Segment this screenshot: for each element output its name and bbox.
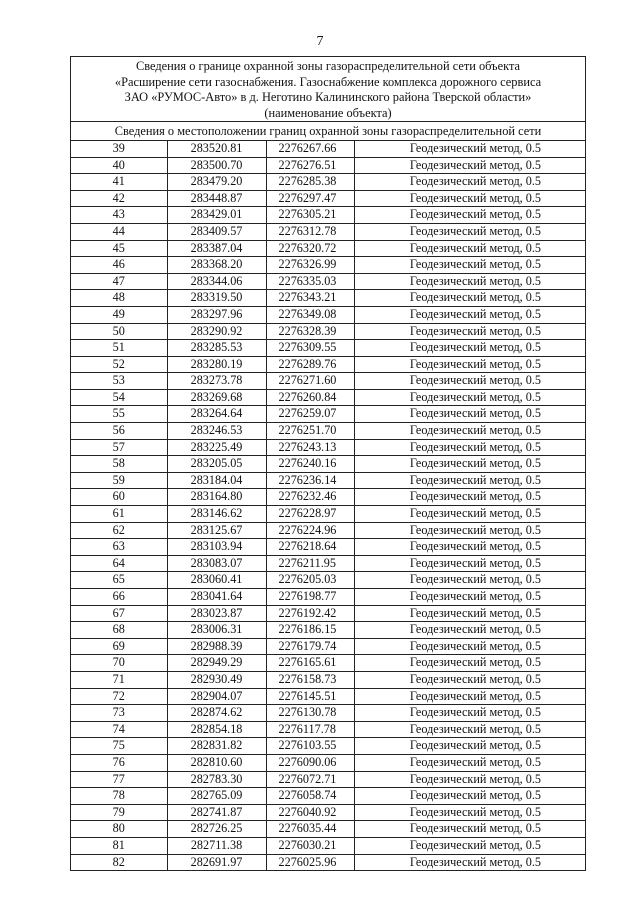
y-coordinate-cell: 2276035.44 bbox=[266, 821, 354, 838]
table-row bbox=[71, 837, 585, 854]
x-coordinate-cell: 283500.70 bbox=[167, 157, 266, 174]
method-accuracy-cell: Геодезический метод, 0.5 bbox=[354, 572, 585, 589]
y-coordinate-cell: 2276236.14 bbox=[266, 472, 354, 489]
x-coordinate-cell: 283103.94 bbox=[167, 539, 266, 556]
method-accuracy-cell: Геодезический метод, 0.5 bbox=[354, 506, 585, 523]
table-row bbox=[71, 174, 585, 191]
table-row bbox=[71, 605, 585, 622]
table-row bbox=[71, 340, 585, 357]
method-accuracy-cell: Геодезический метод, 0.5 bbox=[354, 406, 585, 423]
y-coordinate-cell: 2276224.96 bbox=[266, 522, 354, 539]
y-coordinate-cell: 2276158.73 bbox=[266, 671, 354, 688]
header-line-3: ЗАО «РУМОС-Авто» в д. Неготино Калининского района Тверской области» bbox=[124, 90, 532, 105]
method-accuracy-cell: Геодезический метод, 0.5 bbox=[354, 788, 585, 805]
table-row bbox=[71, 804, 585, 821]
method-accuracy-cell: Геодезический метод, 0.5 bbox=[354, 638, 585, 655]
point-number-cell: 57 bbox=[71, 439, 167, 456]
x-coordinate-cell: 283429.01 bbox=[167, 207, 266, 224]
table-row bbox=[71, 688, 585, 705]
y-coordinate-cell: 2276240.16 bbox=[266, 456, 354, 473]
y-coordinate-cell: 2276309.55 bbox=[266, 340, 354, 357]
method-accuracy-cell: Геодезический метод, 0.5 bbox=[354, 356, 585, 373]
method-accuracy-cell: Геодезический метод, 0.5 bbox=[354, 754, 585, 771]
y-coordinate-cell: 2276271.60 bbox=[266, 373, 354, 390]
method-accuracy-cell: Геодезический метод, 0.5 bbox=[354, 174, 585, 191]
y-coordinate-cell: 2276205.03 bbox=[266, 572, 354, 589]
point-number-cell: 54 bbox=[71, 389, 167, 406]
point-number-cell: 66 bbox=[71, 589, 167, 606]
table-row bbox=[71, 207, 585, 224]
table-row bbox=[71, 140, 585, 157]
x-coordinate-cell: 283246.53 bbox=[167, 423, 266, 440]
x-coordinate-cell: 282949.29 bbox=[167, 655, 266, 672]
x-coordinate-cell: 283184.04 bbox=[167, 472, 266, 489]
method-accuracy-cell: Геодезический метод, 0.5 bbox=[354, 290, 585, 307]
table-row bbox=[71, 589, 585, 606]
point-number-cell: 45 bbox=[71, 240, 167, 257]
method-accuracy-cell: Геодезический метод, 0.5 bbox=[354, 771, 585, 788]
table-row bbox=[71, 622, 585, 639]
point-number-cell: 69 bbox=[71, 638, 167, 655]
table-row bbox=[71, 655, 585, 672]
x-coordinate-cell: 282783.30 bbox=[167, 771, 266, 788]
method-accuracy-cell: Геодезический метод, 0.5 bbox=[354, 821, 585, 838]
table-row bbox=[71, 323, 585, 340]
y-coordinate-cell: 2276349.08 bbox=[266, 306, 354, 323]
point-number-cell: 43 bbox=[71, 207, 167, 224]
y-coordinate-cell: 2276312.78 bbox=[266, 223, 354, 240]
y-coordinate-cell: 2276326.99 bbox=[266, 257, 354, 274]
x-coordinate-cell: 283479.20 bbox=[167, 174, 266, 191]
x-coordinate-cell: 283264.64 bbox=[167, 406, 266, 423]
point-number-cell: 74 bbox=[71, 721, 167, 738]
point-number-cell: 64 bbox=[71, 555, 167, 572]
y-coordinate-cell: 2276243.13 bbox=[266, 439, 354, 456]
object-name-caption: (наименование объекта) bbox=[264, 105, 392, 120]
x-coordinate-cell: 282765.09 bbox=[167, 788, 266, 805]
point-number-cell: 58 bbox=[71, 456, 167, 473]
y-coordinate-cell: 2276117.78 bbox=[266, 721, 354, 738]
point-number-cell: 52 bbox=[71, 356, 167, 373]
x-coordinate-cell: 283319.50 bbox=[167, 290, 266, 307]
point-number-cell: 63 bbox=[71, 539, 167, 556]
method-accuracy-cell: Геодезический метод, 0.5 bbox=[354, 273, 585, 290]
method-accuracy-cell: Геодезический метод, 0.5 bbox=[354, 804, 585, 821]
x-coordinate-cell: 283205.05 bbox=[167, 456, 266, 473]
table-row bbox=[71, 423, 585, 440]
y-coordinate-cell: 2276198.77 bbox=[266, 589, 354, 606]
table-row bbox=[71, 273, 585, 290]
table-row bbox=[71, 472, 585, 489]
table-row bbox=[71, 157, 585, 174]
y-coordinate-cell: 2276335.03 bbox=[266, 273, 354, 290]
x-coordinate-cell: 283041.64 bbox=[167, 589, 266, 606]
boundary-table-sheet bbox=[70, 56, 586, 871]
method-accuracy-cell: Геодезический метод, 0.5 bbox=[354, 240, 585, 257]
point-number-cell: 62 bbox=[71, 522, 167, 539]
method-accuracy-cell: Геодезический метод, 0.5 bbox=[354, 340, 585, 357]
table-row bbox=[71, 705, 585, 722]
method-accuracy-cell: Геодезический метод, 0.5 bbox=[354, 555, 585, 572]
page-number: 7 bbox=[316, 34, 324, 49]
table-row bbox=[71, 240, 585, 257]
method-accuracy-cell: Геодезический метод, 0.5 bbox=[354, 157, 585, 174]
x-coordinate-cell: 283146.62 bbox=[167, 506, 266, 523]
table-row bbox=[71, 671, 585, 688]
method-accuracy-cell: Геодезический метод, 0.5 bbox=[354, 439, 585, 456]
table-row bbox=[71, 223, 585, 240]
y-coordinate-cell: 2276165.61 bbox=[266, 655, 354, 672]
y-coordinate-cell: 2276192.42 bbox=[266, 605, 354, 622]
x-coordinate-cell: 283520.81 bbox=[167, 140, 266, 157]
x-coordinate-cell: 283164.80 bbox=[167, 489, 266, 506]
x-coordinate-cell: 283448.87 bbox=[167, 190, 266, 207]
x-coordinate-cell: 282711.38 bbox=[167, 837, 266, 854]
method-accuracy-cell: Геодезический метод, 0.5 bbox=[354, 522, 585, 539]
table-row bbox=[71, 738, 585, 755]
method-accuracy-cell: Геодезический метод, 0.5 bbox=[354, 837, 585, 854]
x-coordinate-cell: 283280.19 bbox=[167, 356, 266, 373]
point-number-cell: 46 bbox=[71, 257, 167, 274]
y-coordinate-cell: 2276297.47 bbox=[266, 190, 354, 207]
table-row bbox=[71, 290, 585, 307]
x-coordinate-cell: 282726.25 bbox=[167, 821, 266, 838]
x-coordinate-cell: 282930.49 bbox=[167, 671, 266, 688]
point-number-cell: 78 bbox=[71, 788, 167, 805]
table-row bbox=[71, 389, 585, 406]
method-accuracy-cell: Геодезический метод, 0.5 bbox=[354, 539, 585, 556]
method-accuracy-cell: Геодезический метод, 0.5 bbox=[354, 190, 585, 207]
x-coordinate-cell: 282810.60 bbox=[167, 754, 266, 771]
method-accuracy-cell: Геодезический метод, 0.5 bbox=[354, 389, 585, 406]
x-coordinate-cell: 283023.87 bbox=[167, 605, 266, 622]
method-accuracy-cell: Геодезический метод, 0.5 bbox=[354, 306, 585, 323]
method-accuracy-cell: Геодезический метод, 0.5 bbox=[354, 140, 585, 157]
y-coordinate-cell: 2276130.78 bbox=[266, 705, 354, 722]
y-coordinate-cell: 2276305.21 bbox=[266, 207, 354, 224]
y-coordinate-cell: 2276040.92 bbox=[266, 804, 354, 821]
method-accuracy-cell: Геодезический метод, 0.5 bbox=[354, 323, 585, 340]
point-number-cell: 42 bbox=[71, 190, 167, 207]
x-coordinate-cell: 283297.96 bbox=[167, 306, 266, 323]
table-row bbox=[71, 190, 585, 207]
method-accuracy-cell: Геодезический метод, 0.5 bbox=[354, 655, 585, 672]
point-number-cell: 73 bbox=[71, 705, 167, 722]
point-number-cell: 71 bbox=[71, 671, 167, 688]
method-accuracy-cell: Геодезический метод, 0.5 bbox=[354, 207, 585, 224]
table-row bbox=[71, 356, 585, 373]
x-coordinate-cell: 283083.07 bbox=[167, 555, 266, 572]
y-coordinate-cell: 2276285.38 bbox=[266, 174, 354, 191]
x-coordinate-cell: 283273.78 bbox=[167, 373, 266, 390]
point-number-cell: 56 bbox=[71, 423, 167, 440]
y-coordinate-cell: 2276276.51 bbox=[266, 157, 354, 174]
point-number-cell: 65 bbox=[71, 572, 167, 589]
method-accuracy-cell: Геодезический метод, 0.5 bbox=[354, 854, 585, 870]
table-row bbox=[71, 257, 585, 274]
y-coordinate-cell: 2276267.66 bbox=[266, 140, 354, 157]
y-coordinate-cell: 2276025.96 bbox=[266, 854, 354, 870]
method-accuracy-cell: Геодезический метод, 0.5 bbox=[354, 705, 585, 722]
table-row bbox=[71, 638, 585, 655]
y-coordinate-cell: 2276179.74 bbox=[266, 638, 354, 655]
point-number-cell: 48 bbox=[71, 290, 167, 307]
method-accuracy-cell: Геодезический метод, 0.5 bbox=[354, 456, 585, 473]
method-accuracy-cell: Геодезический метод, 0.5 bbox=[354, 589, 585, 606]
point-number-cell: 39 bbox=[71, 140, 167, 157]
point-number-cell: 67 bbox=[71, 605, 167, 622]
header-line-1: Сведения о границе охранной зоны газораспределительной сети объекта bbox=[135, 59, 521, 73]
y-coordinate-cell: 2276343.21 bbox=[266, 290, 354, 307]
point-number-cell: 59 bbox=[71, 472, 167, 489]
x-coordinate-cell: 282988.39 bbox=[167, 638, 266, 655]
table-row bbox=[71, 721, 585, 738]
y-coordinate-cell: 2276090.06 bbox=[266, 754, 354, 771]
document-header bbox=[71, 57, 585, 121]
table-row bbox=[71, 522, 585, 539]
section-title: Сведения о местоположении границ охранной зоны газораспределительной сети bbox=[71, 121, 585, 140]
point-number-cell: 82 bbox=[71, 854, 167, 870]
point-number-cell: 47 bbox=[71, 273, 167, 290]
y-coordinate-cell: 2276260.84 bbox=[266, 389, 354, 406]
y-coordinate-cell: 2276145.51 bbox=[266, 688, 354, 705]
point-number-cell: 60 bbox=[71, 489, 167, 506]
y-coordinate-cell: 2276186.15 bbox=[266, 622, 354, 639]
x-coordinate-cell: 282691.97 bbox=[167, 854, 266, 870]
point-number-cell: 41 bbox=[71, 174, 167, 191]
y-coordinate-cell: 2276320.72 bbox=[266, 240, 354, 257]
point-number-cell: 77 bbox=[71, 771, 167, 788]
table-row bbox=[71, 406, 585, 423]
point-number-cell: 70 bbox=[71, 655, 167, 672]
point-number-cell: 51 bbox=[71, 340, 167, 357]
x-coordinate-cell: 283409.57 bbox=[167, 223, 266, 240]
table-row bbox=[71, 306, 585, 323]
table-row bbox=[71, 754, 585, 771]
point-number-cell: 76 bbox=[71, 754, 167, 771]
x-coordinate-cell: 283125.67 bbox=[167, 522, 266, 539]
point-number-cell: 81 bbox=[71, 837, 167, 854]
point-number-cell: 44 bbox=[71, 223, 167, 240]
point-number-cell: 72 bbox=[71, 688, 167, 705]
table-row bbox=[71, 555, 585, 572]
method-accuracy-cell: Геодезический метод, 0.5 bbox=[354, 423, 585, 440]
method-accuracy-cell: Геодезический метод, 0.5 bbox=[354, 622, 585, 639]
method-accuracy-cell: Геодезический метод, 0.5 bbox=[354, 605, 585, 622]
method-accuracy-cell: Геодезический метод, 0.5 bbox=[354, 257, 585, 274]
table-row bbox=[71, 506, 585, 523]
table-row bbox=[71, 821, 585, 838]
x-coordinate-cell: 283006.31 bbox=[167, 622, 266, 639]
x-coordinate-cell: 282854.18 bbox=[167, 721, 266, 738]
method-accuracy-cell: Геодезический метод, 0.5 bbox=[354, 223, 585, 240]
method-accuracy-cell: Геодезический метод, 0.5 bbox=[354, 373, 585, 390]
point-number-cell: 49 bbox=[71, 306, 167, 323]
table-row bbox=[71, 456, 585, 473]
x-coordinate-cell: 283344.06 bbox=[167, 273, 266, 290]
table-row bbox=[71, 788, 585, 805]
method-accuracy-cell: Геодезический метод, 0.5 bbox=[354, 721, 585, 738]
table-row bbox=[71, 539, 585, 556]
point-number-cell: 55 bbox=[71, 406, 167, 423]
y-coordinate-cell: 2276289.76 bbox=[266, 356, 354, 373]
point-number-cell: 61 bbox=[71, 506, 167, 523]
y-coordinate-cell: 2276211.95 bbox=[266, 555, 354, 572]
x-coordinate-cell: 283290.92 bbox=[167, 323, 266, 340]
point-number-cell: 79 bbox=[71, 804, 167, 821]
point-number-cell: 68 bbox=[71, 622, 167, 639]
method-accuracy-cell: Геодезический метод, 0.5 bbox=[354, 688, 585, 705]
x-coordinate-cell: 282831.82 bbox=[167, 738, 266, 755]
point-number-cell: 50 bbox=[71, 323, 167, 340]
point-number-cell: 75 bbox=[71, 738, 167, 755]
x-coordinate-cell: 283225.49 bbox=[167, 439, 266, 456]
table-row bbox=[71, 373, 585, 390]
y-coordinate-cell: 2276232.46 bbox=[266, 489, 354, 506]
table-row bbox=[71, 489, 585, 506]
y-coordinate-cell: 2276218.64 bbox=[266, 539, 354, 556]
y-coordinate-cell: 2276030.21 bbox=[266, 837, 354, 854]
table-row bbox=[71, 572, 585, 589]
y-coordinate-cell: 2276103.55 bbox=[266, 738, 354, 755]
y-coordinate-cell: 2276072.71 bbox=[266, 771, 354, 788]
x-coordinate-cell: 282741.87 bbox=[167, 804, 266, 821]
x-coordinate-cell: 283285.53 bbox=[167, 340, 266, 357]
x-coordinate-cell: 282904.07 bbox=[167, 688, 266, 705]
y-coordinate-cell: 2276228.97 bbox=[266, 506, 354, 523]
point-number-cell: 40 bbox=[71, 157, 167, 174]
y-coordinate-cell: 2276328.39 bbox=[266, 323, 354, 340]
method-accuracy-cell: Геодезический метод, 0.5 bbox=[354, 489, 585, 506]
point-number-cell: 53 bbox=[71, 373, 167, 390]
x-coordinate-cell: 282874.62 bbox=[167, 705, 266, 722]
method-accuracy-cell: Геодезический метод, 0.5 bbox=[354, 738, 585, 755]
y-coordinate-cell: 2276251.70 bbox=[266, 423, 354, 440]
x-coordinate-cell: 283060.41 bbox=[167, 572, 266, 589]
method-accuracy-cell: Геодезический метод, 0.5 bbox=[354, 671, 585, 688]
header-line-2: «Расширение сети газоснабжения. Газоснабжение комплекса дорожного сервиса bbox=[114, 74, 542, 89]
x-coordinate-cell: 283368.20 bbox=[167, 257, 266, 274]
y-coordinate-cell: 2276259.07 bbox=[266, 406, 354, 423]
x-coordinate-cell: 283387.04 bbox=[167, 240, 266, 257]
method-accuracy-cell: Геодезический метод, 0.5 bbox=[354, 472, 585, 489]
table-row bbox=[71, 854, 585, 870]
y-coordinate-cell: 2276058.74 bbox=[266, 788, 354, 805]
table-row bbox=[71, 439, 585, 456]
coordinates-table bbox=[71, 140, 585, 870]
table-row bbox=[71, 771, 585, 788]
x-coordinate-cell: 283269.68 bbox=[167, 389, 266, 406]
point-number-cell: 80 bbox=[71, 821, 167, 838]
